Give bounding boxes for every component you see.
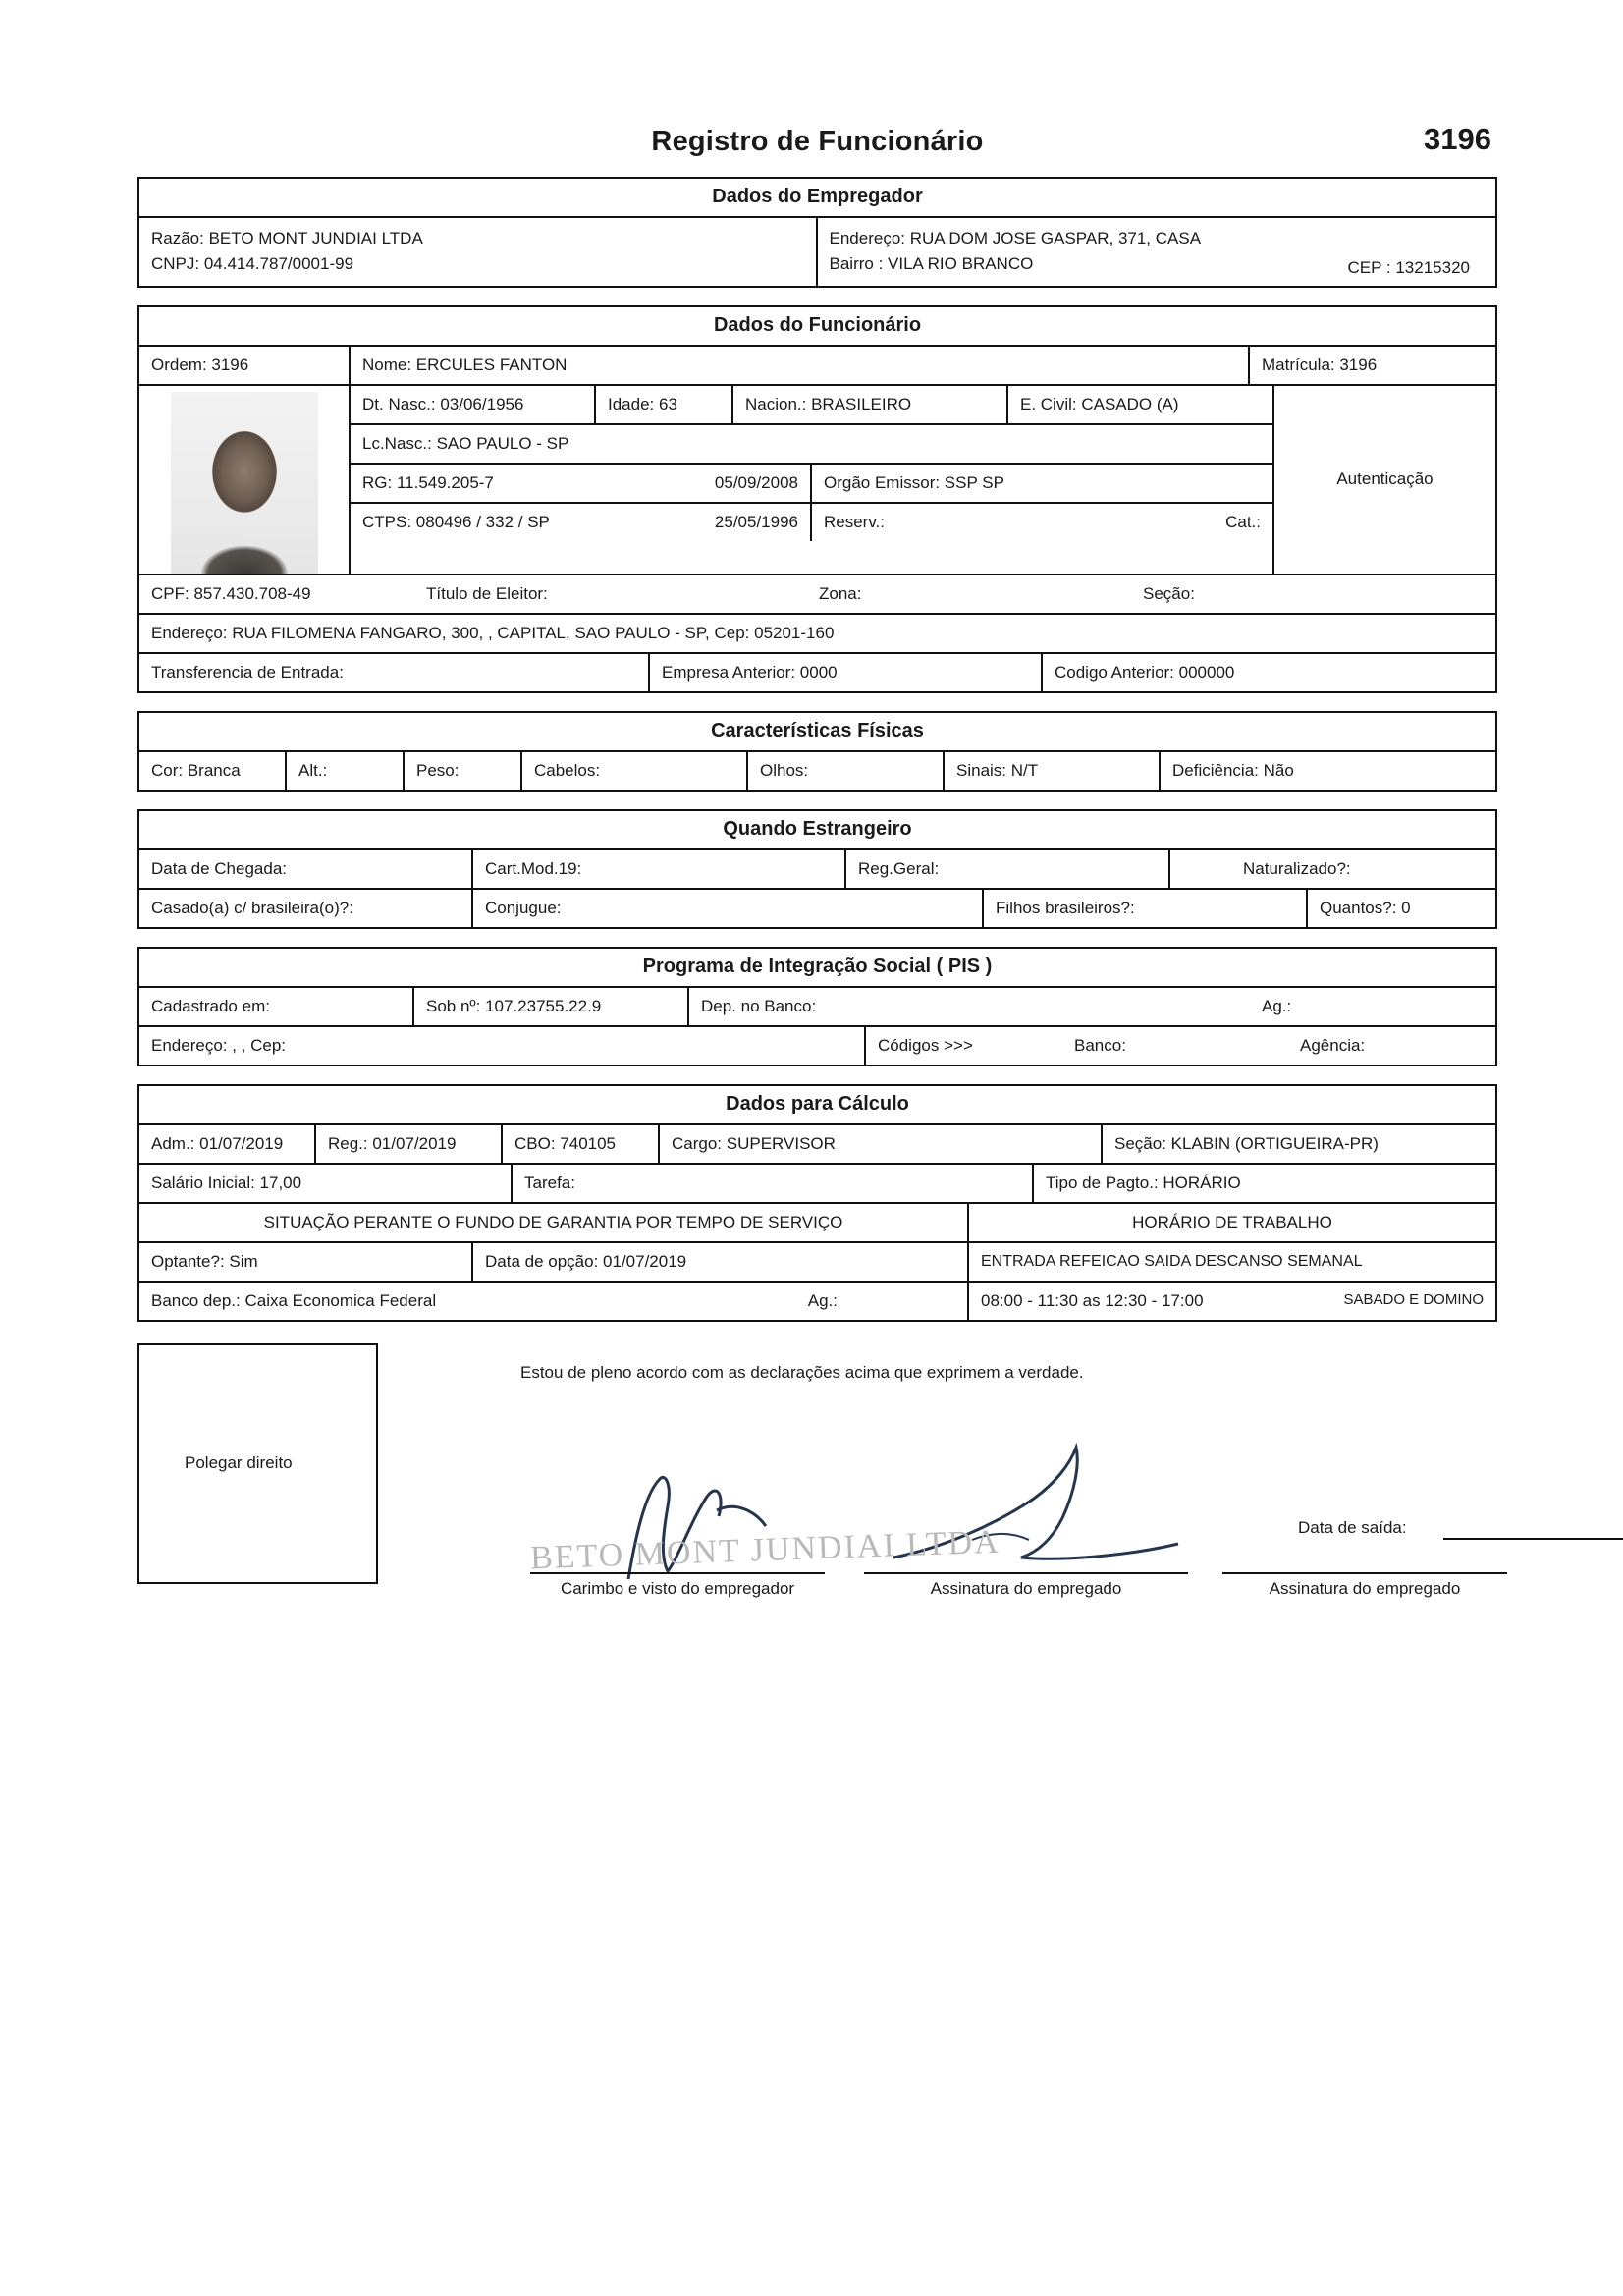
employer-signature-line	[530, 1572, 825, 1574]
foreigner-naturalizado	[1170, 850, 1495, 888]
calc-optante: Optante?: Sim	[139, 1243, 473, 1281]
calc-banco-dep-cell	[139, 1283, 969, 1320]
employee-signature-caption-2: Assinatura do empregado	[1269, 1578, 1461, 1598]
calc-fgts-title: SITUAÇÃO PERANTE O FUNDO DE GARANTIA POR TEMPO DE SERVIÇO	[139, 1204, 969, 1241]
employee-signature-line-2	[1222, 1572, 1507, 1574]
employee-idade: Idade: 63	[596, 386, 733, 423]
exit-date-line	[1443, 1538, 1623, 1540]
employee-secao: Seção:	[1143, 583, 1195, 603]
calc-descanso: SABADO E DOMINO	[1343, 1290, 1484, 1308]
pis-banco: Banco:	[1074, 1035, 1126, 1055]
calc-horario-title: HORÁRIO DE TRABALHO	[1132, 1212, 1332, 1231]
employee-empresa-anterior: Empresa Anterior: 0000	[650, 654, 1043, 691]
employee-ctps-row	[351, 504, 1272, 541]
employer-razao: Razão: BETO MONT JUNDIAI LTDA	[151, 229, 423, 247]
thumbprint-label: Polegar direito	[185, 1452, 293, 1472]
physical-section	[137, 711, 1497, 792]
calc-cargo: Cargo: SUPERVISOR	[660, 1125, 1103, 1163]
company-stamp: BETO MONT JUNDIAI LTDA	[529, 1523, 1001, 1577]
calc-adm: Adm.: 01/07/2019	[139, 1125, 316, 1163]
foreigner-naturalizado-label: Naturalizado?:	[1243, 858, 1351, 878]
employee-nome: Nome: ERCULES FANTON	[351, 347, 1250, 384]
physical-sinais: Sinais: N/T	[945, 752, 1161, 790]
employee-detail-row	[139, 386, 1495, 575]
employee-signature-line-1	[864, 1572, 1188, 1574]
employee-photo	[171, 392, 318, 574]
form-sheet	[137, 108, 1497, 1599]
physical-row	[139, 752, 1495, 790]
pis-row-2	[139, 1027, 1495, 1065]
employee-rg: RG: 11.549.205-7	[362, 472, 494, 492]
employee-codigo-anterior: Codigo Anterior: 000000	[1055, 662, 1235, 682]
physical-deficiencia: Deficiência: Não	[1172, 760, 1294, 780]
employee-matricula: Matrícula: 3196	[1262, 355, 1378, 374]
pis-ag: Ag.:	[1262, 996, 1292, 1015]
pis-section	[137, 947, 1497, 1066]
foreigner-filhos-brasileiros: Filhos brasileiros?:	[984, 890, 1308, 927]
foreigner-row-1	[139, 850, 1495, 890]
employer-left	[139, 218, 818, 286]
declaration-text: Estou de pleno acordo com as declarações acima que exprimem a verdade.	[520, 1362, 1084, 1382]
employee-reserv: Reserv.:	[824, 512, 886, 531]
pis-sob-no: Sob nº: 107.23755.22.9	[414, 988, 689, 1025]
foreigner-section	[137, 809, 1497, 929]
pis-dep-banco: Dep. no Banco:	[701, 996, 817, 1015]
employee-lc-nasc: Lc.Nasc.: SAO PAULO - SP	[362, 433, 569, 453]
physical-band: Características Físicas	[139, 713, 1495, 752]
employer-endereco: Endereço: RUA DOM JOSE GASPAR, 371, CASA	[829, 229, 1202, 247]
pis-codigos: Códigos >>>	[878, 1035, 973, 1055]
employee-orgao-emissor: Orgão Emissor: SSP SP	[824, 472, 1004, 492]
physical-cor: Cor: Branca	[139, 752, 287, 790]
employee-transferencia: Transferencia de Entrada:	[139, 654, 650, 691]
employee-dt-nasc: Dt. Nasc.: 03/06/1956	[351, 386, 596, 423]
employee-cpf-row	[139, 575, 1495, 615]
signature-section	[137, 1343, 1497, 1599]
calc-reg: Reg.: 01/07/2019	[316, 1125, 503, 1163]
employee-ctps-data: 25/05/1996	[714, 512, 798, 531]
foreigner-quantos: Quantos?: 0	[1320, 898, 1411, 917]
calc-row-1	[139, 1125, 1495, 1165]
exit-date-label: Data de saída:	[1298, 1517, 1407, 1537]
employee-section	[137, 305, 1497, 693]
physical-peso: Peso:	[405, 752, 522, 790]
employee-birthplace-row	[351, 425, 1272, 465]
pis-endereco: Endereço: , , Cep:	[139, 1027, 866, 1065]
employee-cpf: CPF: 857.430.708-49	[151, 583, 311, 603]
employee-detail-col	[351, 386, 1272, 574]
calc-secao: Seção: KLABIN (ORTIGUEIRA-PR)	[1114, 1133, 1379, 1153]
employee-ctps-cell	[351, 504, 812, 541]
page-title: Registro de Funcionário	[651, 126, 984, 157]
calc-horario-cols: ENTRADA REFEICAO SAIDA DESCANSO SEMANAL	[981, 1252, 1363, 1270]
employee-cat: Cat.:	[1225, 512, 1261, 531]
employer-right	[818, 218, 1496, 286]
physical-alt: Alt.:	[287, 752, 405, 790]
employee-endereco: Endereço: RUA FILOMENA FANGARO, 300, , CAPITAL, SAO PAULO - SP, Cep: 05201-160	[151, 623, 835, 642]
calc-row-4	[139, 1243, 1495, 1283]
employer-cnpj: CNPJ: 04.414.787/0001-99	[151, 254, 354, 274]
foreigner-reg-geral: Reg.Geral:	[846, 850, 1170, 888]
employee-zona: Zona:	[819, 583, 862, 603]
employer-cep: CEP : 13215320	[1347, 257, 1470, 277]
employee-estado-civil: E. Civil: CASADO (A)	[1020, 394, 1179, 413]
employee-titulo-eleitor: Título de Eleitor:	[426, 583, 548, 603]
employee-photo-cell	[139, 386, 351, 574]
foreigner-casado-brasileira: Casado(a) c/ brasileira(o)?:	[139, 890, 473, 927]
calc-banco-dep: Banco dep.: Caixa Economica Federal	[151, 1290, 437, 1310]
calc-row-2	[139, 1165, 1495, 1204]
employee-rg-data: 05/09/2008	[714, 472, 798, 492]
employee-transfer-row	[139, 654, 1495, 691]
pis-band: Programa de Integração Social ( PIS )	[139, 949, 1495, 988]
employer-band: Dados do Empregador	[139, 179, 1495, 218]
employer-section	[137, 177, 1497, 288]
employee-id-row	[139, 347, 1495, 386]
calc-horario-valores-cell	[969, 1283, 1495, 1320]
employee-rg-cell	[351, 465, 812, 502]
calc-horario-valores: 08:00 - 11:30 as 12:30 - 17:00	[981, 1290, 1204, 1310]
employee-birth-row	[351, 386, 1272, 425]
employer-row	[139, 218, 1495, 286]
document-number: 3196	[1424, 122, 1491, 156]
calc-row-5	[139, 1283, 1495, 1320]
employee-nacion: Nacion.: BRASILEIRO	[733, 386, 1008, 423]
employee-ctps: CTPS: 080496 / 332 / SP	[362, 512, 550, 531]
foreigner-row-2	[139, 890, 1495, 927]
foreigner-conjugue: Conjugue:	[473, 890, 984, 927]
calc-banco-ag: Ag.:	[807, 1290, 838, 1310]
physical-cabelos: Cabelos:	[522, 752, 748, 790]
employee-rg-row	[351, 465, 1272, 504]
foreigner-band: Quando Estrangeiro	[139, 811, 1495, 850]
foreigner-cart-mod: Cart.Mod.19:	[473, 850, 846, 888]
pis-agencia: Agência:	[1300, 1035, 1366, 1055]
calc-row-3	[139, 1204, 1495, 1243]
employee-band: Dados do Funcionário	[139, 307, 1495, 347]
employee-reserv-cell	[812, 504, 1272, 541]
calc-tipo-pagto: Tipo de Pagto.: HORÁRIO	[1046, 1173, 1241, 1192]
document-header	[137, 108, 1497, 177]
calc-tarefa: Tarefa:	[513, 1165, 1034, 1202]
employee-ordem: Ordem: 3196	[139, 347, 351, 384]
calc-cbo: CBO: 740105	[503, 1125, 660, 1163]
calc-salario: Salário Inicial: 17,00	[139, 1165, 513, 1202]
calc-band: Dados para Cálculo	[139, 1086, 1495, 1125]
employee-signature-caption-1: Assinatura do empregado	[930, 1578, 1122, 1598]
employee-address-row	[139, 615, 1495, 654]
employee-autenticacao: Autenticação	[1272, 386, 1495, 574]
calc-section	[137, 1084, 1497, 1322]
pis-cadastrado-em: Cadastrado em:	[139, 988, 414, 1025]
physical-olhos: Olhos:	[748, 752, 945, 790]
employer-bairro: Bairro : VILA RIO BRANCO	[829, 254, 1034, 274]
calc-data-opcao: Data de opção: 01/07/2019	[473, 1243, 969, 1281]
foreigner-data-chegada: Data de Chegada:	[139, 850, 473, 888]
employer-signature-caption: Carimbo e visto do empregador	[560, 1578, 795, 1598]
pis-row-1	[139, 988, 1495, 1027]
